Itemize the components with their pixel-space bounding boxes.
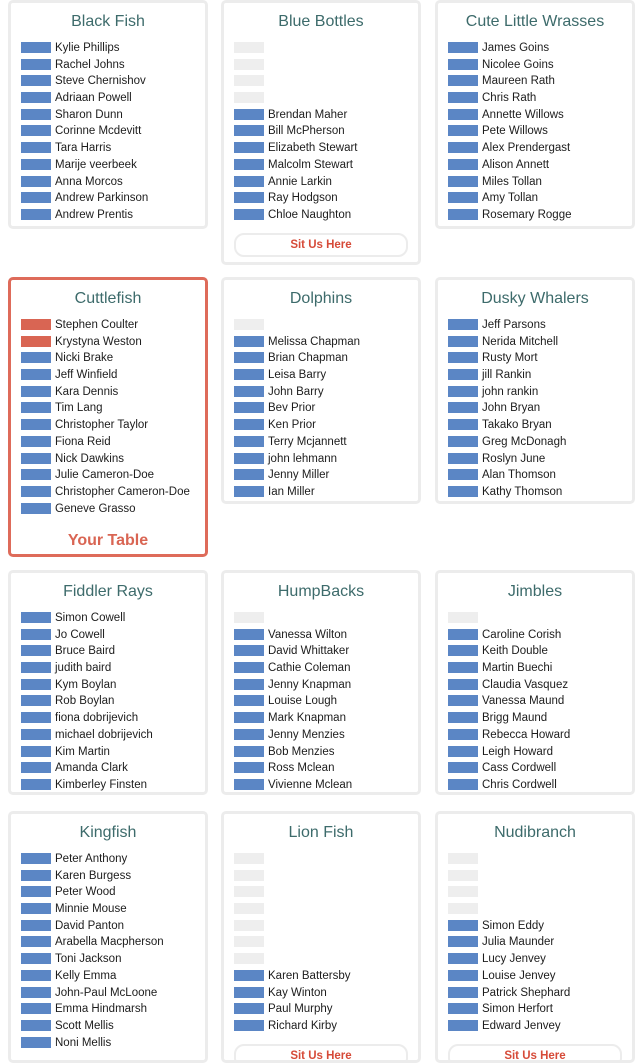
table-card <box>221 811 421 1063</box>
seat-marker <box>234 92 264 103</box>
guest-name: judith baird <box>55 662 112 675</box>
seat-marker <box>234 746 264 757</box>
guest-name: Rusty Mort <box>482 352 538 365</box>
seat-marker <box>21 486 51 497</box>
guest-name: Louise Lough <box>268 695 338 708</box>
guest-name: fiona dobrijevich <box>55 712 139 725</box>
seat-marker <box>21 953 51 964</box>
seat-marker <box>234 419 264 430</box>
guest-name: Alison Annett <box>482 158 550 171</box>
guest-name: Paul Murphy <box>268 1003 333 1016</box>
seat-marker <box>21 453 51 464</box>
guest-name: Kim Martin <box>55 745 110 758</box>
seat-marker <box>21 853 51 864</box>
guest-name: Rob Boylan <box>55 695 115 708</box>
guest-name: Brigg Maund <box>482 712 548 725</box>
seat-marker <box>234 402 264 413</box>
guest-name: Corinne Mcdevitt <box>55 125 142 138</box>
seat-marker <box>21 629 51 640</box>
seat-marker <box>21 970 51 981</box>
guest-name: Alex Prendergast <box>482 142 571 155</box>
table-card <box>221 0 421 265</box>
seat-marker <box>21 712 51 723</box>
seat-marker <box>234 970 264 981</box>
guest-name: Pete Willows <box>482 125 548 138</box>
guest-name: Kimberley Finsten <box>55 778 148 791</box>
seat-marker <box>21 679 51 690</box>
guest-name: Terry Mcjannett <box>268 435 347 448</box>
guest-name: Adriaan Powell <box>55 92 132 105</box>
guest-name: Kylie Phillips <box>55 42 120 54</box>
seat-marker <box>448 402 478 413</box>
seat-marker <box>234 352 264 363</box>
seat-marker <box>234 762 264 773</box>
guest-name: Sharon Dunn <box>55 108 123 121</box>
seat-marker <box>21 42 51 53</box>
seat-marker <box>448 469 478 480</box>
guest-name: Kay Winton <box>268 986 327 999</box>
seat-marker <box>21 1037 51 1048</box>
guest-name: Leisa Barry <box>268 369 327 382</box>
guest-name: Takako Bryan <box>482 419 552 432</box>
guest-name: David Panton <box>55 919 125 932</box>
guest-name: Keith Double <box>482 645 548 658</box>
seat-marker <box>448 486 478 497</box>
seat-marker <box>234 159 264 170</box>
seat-marker <box>448 125 478 136</box>
guest-name: Christopher Taylor <box>55 419 149 432</box>
guest-name: Simon Eddy <box>482 919 545 932</box>
seat-marker <box>21 386 51 397</box>
seat-marker <box>234 369 264 380</box>
guest-name: Brian Chapman <box>268 352 348 365</box>
seat-marker <box>234 779 264 790</box>
guest-name: Noni Mellis <box>55 1036 112 1049</box>
seat-marker <box>21 920 51 931</box>
guest-name: Anna Morcos <box>55 175 123 188</box>
guest-name: Mark Knapman <box>268 712 346 725</box>
guest-name: Elizabeth Stewart <box>268 142 358 155</box>
guest-name: Jeff Winfield <box>55 369 118 382</box>
seat-marker <box>448 109 478 120</box>
guest-name: Arabella Macpherson <box>55 936 164 949</box>
guest-name: David Whittaker <box>268 645 350 658</box>
guest-name: Jenny Miller <box>268 469 330 482</box>
guest-name: Nicki Brake <box>55 352 114 365</box>
table-title: Blue Bottles <box>278 13 364 30</box>
guest-name: michael dobrijevich <box>55 728 153 741</box>
table-title: Dusky Whalers <box>481 290 589 307</box>
seat-marker <box>234 59 264 70</box>
guest-name: Ross Mclean <box>268 762 335 775</box>
guest-name: Annie Larkin <box>268 175 332 188</box>
seat-marker <box>234 853 264 864</box>
guest-name: Lucy Jenvey <box>482 953 546 966</box>
seat-marker <box>234 920 264 931</box>
seat-marker <box>21 729 51 740</box>
seat-marker <box>234 453 264 464</box>
guest-name: Kym Boylan <box>55 678 117 691</box>
guest-name: Jenny Knapman <box>268 678 352 691</box>
guest-name: Karen Burgess <box>55 869 132 882</box>
seat-marker <box>21 645 51 656</box>
table-title: Cute Little Wrasses <box>465 13 605 30</box>
seat-marker <box>234 436 264 447</box>
seat-marker <box>21 142 51 153</box>
seat-marker <box>234 729 264 740</box>
guest-name: James Goins <box>482 42 550 54</box>
guest-name: Marije veerbeek <box>55 158 137 171</box>
guest-name: Amy Tollan <box>482 192 539 205</box>
seat-marker <box>234 142 264 153</box>
table-title: Cuttlefish <box>74 290 142 307</box>
guest-name: Bruce Baird <box>55 645 116 658</box>
seat-marker <box>21 503 51 514</box>
seat-marker <box>448 987 478 998</box>
guest-name: Ian Miller <box>268 485 315 498</box>
guest-name: John Bryan <box>482 402 541 415</box>
guest-name: Miles Tollan <box>482 175 542 188</box>
guest-name: jill Rankin <box>482 369 532 382</box>
seat-marker <box>21 369 51 380</box>
guest-name: Ken Prior <box>268 419 316 432</box>
guest-name: Peter Anthony <box>55 853 128 865</box>
guest-name: Tim Lang <box>55 402 103 415</box>
seat-marker <box>234 386 264 397</box>
guest-name: Rachel Johns <box>55 58 125 71</box>
seat-marker <box>21 936 51 947</box>
guest-name: Tara Harris <box>55 142 112 155</box>
seat-marker <box>448 712 478 723</box>
guest-name: Brendan Maher <box>268 108 348 121</box>
guest-name: Scott Mellis <box>55 1019 114 1032</box>
seat-marker <box>21 870 51 881</box>
seat-marker <box>448 352 478 363</box>
seat-marker <box>21 92 51 103</box>
guest-name: Andrew Prentis <box>55 208 133 221</box>
table-card <box>435 277 635 504</box>
guest-name: Jo Cowell <box>55 628 105 641</box>
seat-marker <box>21 109 51 120</box>
seat-marker <box>448 176 478 187</box>
seat-marker <box>448 1003 478 1014</box>
seat-marker <box>21 176 51 187</box>
seat-marker <box>21 1003 51 1014</box>
guest-name: Chloe Naughton <box>268 208 352 221</box>
seat-marker <box>234 936 264 947</box>
guest-name: Simon Cowell <box>55 612 126 624</box>
guest-name: Patrick Shephard <box>482 986 571 999</box>
seat-marker <box>448 1020 478 1031</box>
seat-marker <box>234 662 264 673</box>
seat-marker <box>21 612 51 623</box>
guest-name: Julia Maunder <box>482 936 555 949</box>
guest-name: Amanda Clark <box>55 762 128 775</box>
sit-us-here-button[interactable]: Sit Us Here <box>234 1044 408 1063</box>
seat-marker <box>448 209 478 220</box>
seat-marker <box>448 319 478 330</box>
seat-marker <box>21 402 51 413</box>
seat-marker <box>448 886 478 897</box>
guest-name: Chris Rath <box>482 92 537 105</box>
seat-marker <box>448 386 478 397</box>
seat-marker <box>234 209 264 220</box>
guest-name: Nicolee Goins <box>482 58 554 71</box>
table-card <box>435 570 635 795</box>
table-card <box>221 277 421 504</box>
seat-marker <box>234 903 264 914</box>
seat-marker <box>448 369 478 380</box>
seat-marker <box>234 1003 264 1014</box>
seat-marker <box>21 436 51 447</box>
table-title: Nudibranch <box>494 824 576 841</box>
your-table-label: Your Table <box>67 532 149 550</box>
guest-name: Fiona Reid <box>55 435 111 448</box>
seat-marker <box>234 953 264 964</box>
seat-marker <box>21 125 51 136</box>
guest-name: Kara Dennis <box>55 385 119 398</box>
seat-marker <box>21 662 51 673</box>
seat-marker <box>234 486 264 497</box>
seat-marker <box>234 886 264 897</box>
seat-marker <box>448 92 478 103</box>
table-title: Dolphins <box>289 290 353 307</box>
seat-marker <box>21 419 51 430</box>
guest-name: Vivienne Mclean <box>268 778 353 791</box>
seat-marker <box>21 762 51 773</box>
guest-name: Emma Hindmarsh <box>55 1003 148 1016</box>
seat-marker <box>21 695 51 706</box>
guest-name: Caroline Corish <box>482 628 562 641</box>
guest-name: Rebecca Howard <box>482 728 571 741</box>
guest-name: Leigh Howard <box>482 745 553 758</box>
guest-name: Geneve Grasso <box>55 502 136 515</box>
seat-marker <box>21 192 51 203</box>
guest-name: Claudia Vasquez <box>482 678 569 691</box>
seat-marker <box>234 176 264 187</box>
seat-marker <box>21 903 51 914</box>
guest-name: john rankin <box>482 385 539 398</box>
seat-marker <box>448 853 478 864</box>
guest-name: Greg McDonagh <box>482 435 567 448</box>
seat-marker <box>448 453 478 464</box>
guest-name: Julie Cameron-Doe <box>55 469 155 482</box>
table-title: Kingfish <box>79 824 137 841</box>
seat-marker <box>448 42 478 53</box>
seat-marker <box>234 645 264 656</box>
seat-marker <box>448 645 478 656</box>
guest-name: Peter Wood <box>55 886 116 899</box>
seat-marker <box>448 679 478 690</box>
guest-name: Maureen Rath <box>482 75 555 88</box>
seat-marker <box>448 75 478 86</box>
seat-marker <box>21 886 51 897</box>
guest-name: Cass Cordwell <box>482 762 557 775</box>
sit-us-here-button[interactable]: Sit Us Here <box>234 233 408 257</box>
table-card <box>8 277 208 557</box>
guest-name: Chris Cordwell <box>482 778 557 791</box>
sit-us-here-button[interactable]: Sit Us Here <box>448 1044 622 1063</box>
guest-name: Vanessa Wilton <box>268 628 348 641</box>
seat-marker <box>234 679 264 690</box>
seat-marker <box>234 612 264 623</box>
seat-marker <box>448 159 478 170</box>
guest-name: Andrew Parkinson <box>55 192 149 205</box>
table-title: Black Fish <box>71 13 145 30</box>
guest-name: Alan Thomson <box>482 469 556 482</box>
seat-marker <box>21 469 51 480</box>
seat-marker <box>234 125 264 136</box>
seat-marker <box>448 903 478 914</box>
seat-marker <box>448 695 478 706</box>
guest-name: Steve Chernishov <box>55 75 146 88</box>
seat-marker <box>448 870 478 881</box>
seat-marker <box>448 936 478 947</box>
guest-name: John-Paul McLoone <box>55 986 158 999</box>
guest-name: Jenny Menzies <box>268 728 345 741</box>
table-title: Lion Fish <box>288 824 354 841</box>
seat-marker <box>234 629 264 640</box>
seat-marker <box>21 336 51 347</box>
seat-marker <box>21 746 51 757</box>
seat-marker <box>448 629 478 640</box>
seat-marker <box>448 336 478 347</box>
seat-marker <box>448 970 478 981</box>
guest-name: Kelly Emma <box>55 969 117 982</box>
guest-name: Richard Kirby <box>268 1019 338 1032</box>
seat-marker <box>234 319 264 330</box>
guest-name: Martin Buechi <box>482 662 553 675</box>
guest-name: Roslyn June <box>482 452 546 465</box>
seat-marker <box>234 870 264 881</box>
guest-name: Stephen Coulter <box>55 319 139 331</box>
table-card <box>8 811 208 1063</box>
seat-marker <box>234 109 264 120</box>
guest-name: Melissa Chapman <box>268 335 361 348</box>
guest-name: john lehmann <box>268 452 338 465</box>
seat-marker <box>448 192 478 203</box>
seat-marker <box>448 729 478 740</box>
table-title: Fiddler Rays <box>63 583 153 600</box>
guest-name: Toni Jackson <box>55 953 122 966</box>
seat-marker <box>21 75 51 86</box>
seat-marker <box>21 352 51 363</box>
guest-name: Karen Battersby <box>268 969 351 982</box>
seat-marker <box>234 75 264 86</box>
guest-name: Nerida Mitchell <box>482 335 559 348</box>
guest-name: Bev Prior <box>268 402 316 415</box>
seat-marker <box>21 1020 51 1031</box>
guest-name: Simon Herfort <box>482 1003 553 1016</box>
guest-name: Bill McPherson <box>268 125 345 138</box>
seat-marker <box>21 59 51 70</box>
guest-name: Ray Hodgson <box>268 192 338 205</box>
guest-name: Rosemary Rogge <box>482 208 572 221</box>
guest-name: Jeff Parsons <box>482 319 546 331</box>
table-card <box>435 811 635 1063</box>
seat-marker <box>234 695 264 706</box>
seat-marker <box>448 142 478 153</box>
guest-name: Christopher Cameron-Doe <box>55 485 190 498</box>
seat-marker <box>21 779 51 790</box>
seat-marker <box>448 436 478 447</box>
seat-marker <box>21 209 51 220</box>
seat-marker <box>448 953 478 964</box>
table-card <box>8 0 208 229</box>
table-title: HumpBacks <box>277 583 365 600</box>
guest-name: John Barry <box>268 385 324 398</box>
guest-name: Krystyna Weston <box>55 335 142 348</box>
table-card <box>435 0 635 229</box>
seat-marker <box>448 779 478 790</box>
seat-marker <box>234 192 264 203</box>
seat-marker <box>448 920 478 931</box>
seat-marker <box>448 419 478 430</box>
guest-name: Minnie Mouse <box>55 903 127 916</box>
guest-name: Kathy Thomson <box>482 485 563 498</box>
seat-marker <box>21 987 51 998</box>
guest-name: Cathie Coleman <box>268 662 351 675</box>
seat-marker <box>234 712 264 723</box>
seat-marker <box>448 612 478 623</box>
guest-name: Louise Jenvey <box>482 969 556 982</box>
guest-name: Nick Dawkins <box>55 452 125 465</box>
seat-marker <box>234 1020 264 1031</box>
guest-name: Edward Jenvey <box>482 1019 561 1032</box>
table-card <box>8 570 208 795</box>
seat-marker <box>448 59 478 70</box>
seat-marker <box>234 42 264 53</box>
seat-marker <box>448 762 478 773</box>
seat-marker <box>21 159 51 170</box>
table-card <box>221 570 421 795</box>
guest-name: Bob Menzies <box>268 745 335 758</box>
guest-name: Vanessa Maund <box>482 695 565 708</box>
seat-marker <box>448 662 478 673</box>
table-title: Jimbles <box>507 583 563 600</box>
seat-marker <box>448 746 478 757</box>
guest-name: Annette Willows <box>482 108 564 121</box>
seat-marker <box>234 469 264 480</box>
seat-marker <box>234 336 264 347</box>
guest-name: Malcolm Stewart <box>268 158 353 171</box>
seat-marker <box>21 319 51 330</box>
seat-marker <box>234 987 264 998</box>
